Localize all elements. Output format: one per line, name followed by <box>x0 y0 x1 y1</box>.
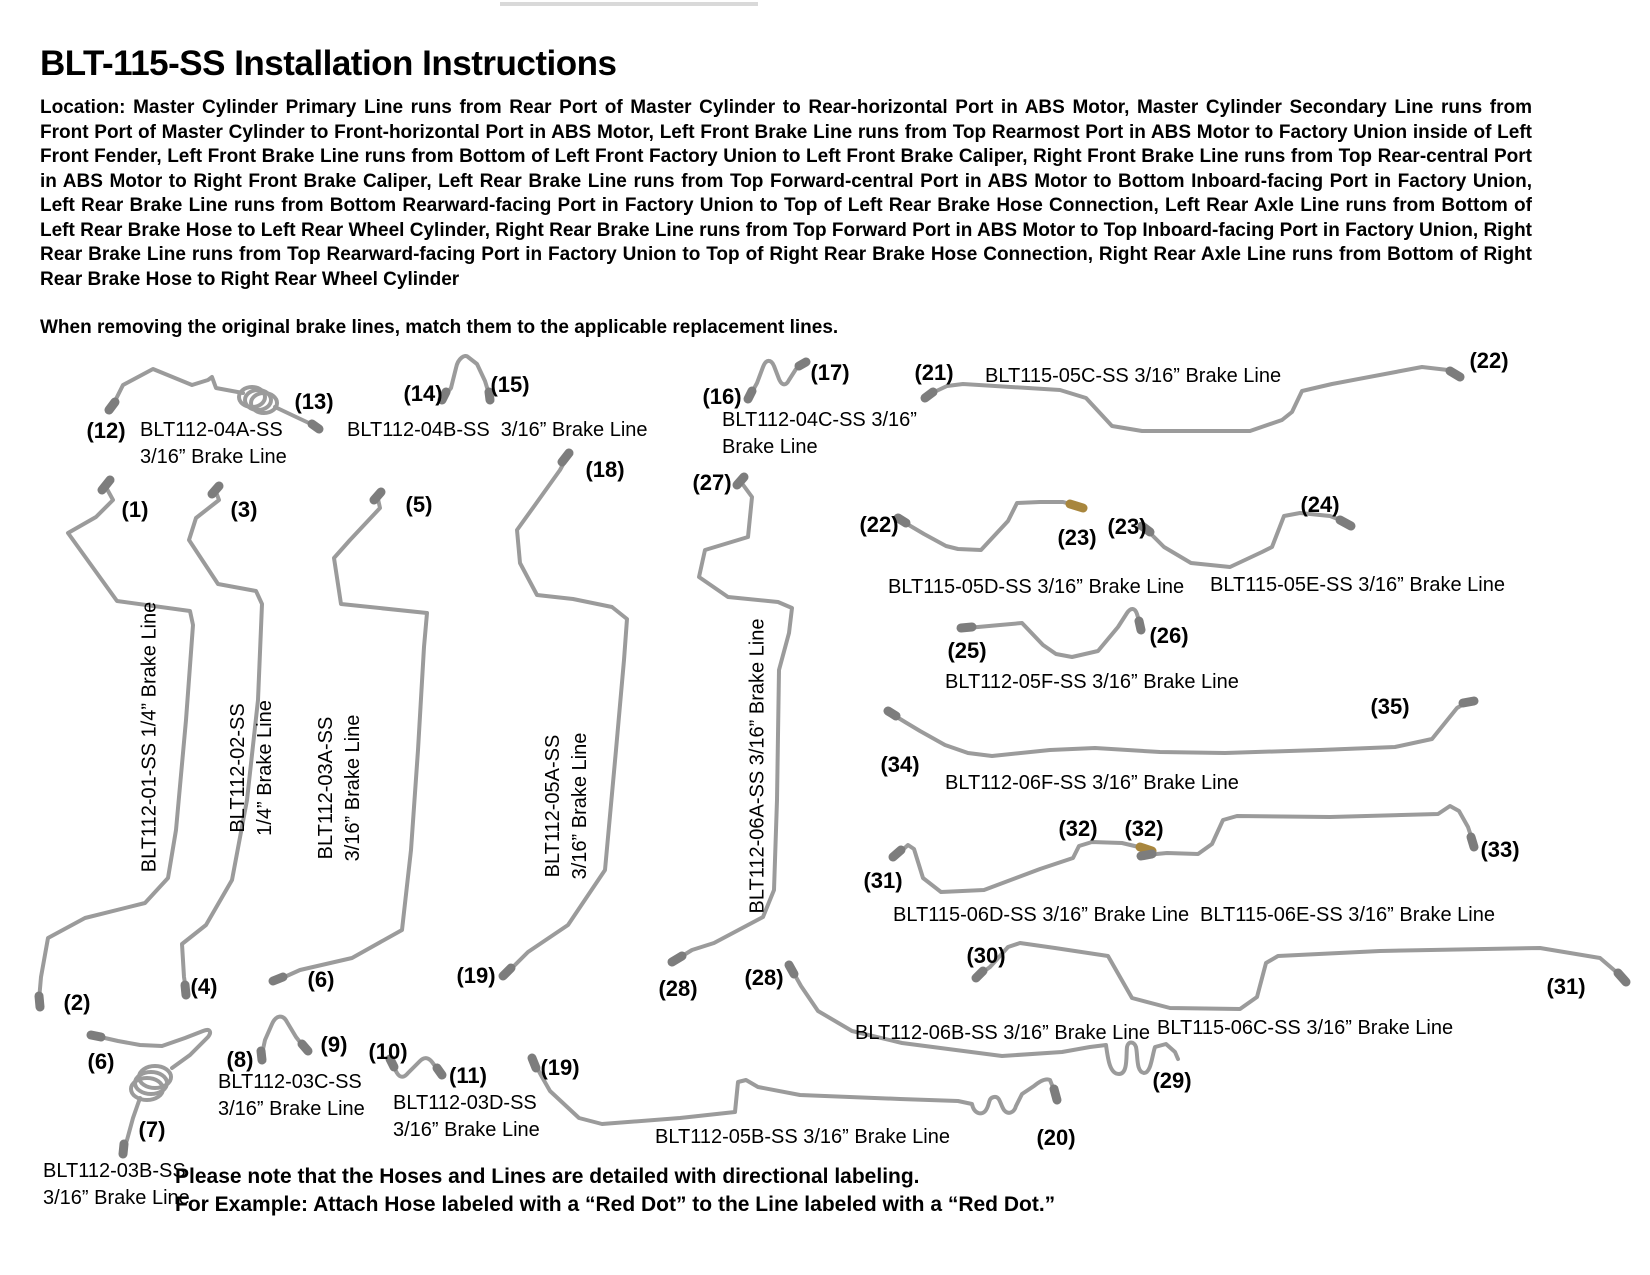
art-blt112-01-ss <box>39 480 193 1007</box>
art-blt115-06d-ss <box>893 842 1152 892</box>
callout-13: (13) <box>294 389 334 414</box>
callout-32: (32) <box>1058 816 1098 841</box>
directional-notes <box>175 1163 1055 1219</box>
page-title: BLT-115-SS Installation Instructions <box>40 44 617 83</box>
callout-1: (1) <box>121 497 149 522</box>
callout-7: (7) <box>138 1117 166 1142</box>
callout-16: (16) <box>702 384 742 409</box>
art-blt112-05f-ss <box>961 609 1141 657</box>
art-blt112-04b-ss <box>442 356 490 400</box>
callout-29: (29) <box>1152 1068 1192 1093</box>
callout-26: (26) <box>1149 623 1189 648</box>
art-blt115-05e-ss <box>1142 513 1351 567</box>
part-label: BLT112-06B-SS 3/16” Brake Line <box>855 1022 1150 1044</box>
callout-18: (18) <box>585 457 625 482</box>
art-blt112-05a-ss <box>503 453 627 976</box>
callout-15: (15) <box>490 372 530 397</box>
callout-2: (2) <box>63 990 91 1015</box>
callout-4: (4) <box>190 974 218 999</box>
art-blt112-04c-ss <box>748 361 806 399</box>
part-label: BLT112-01-SS 1/4” Brake Line <box>138 601 161 873</box>
part-label: BLT115-06C-SS 3/16” Brake Line <box>1157 1017 1454 1039</box>
callout-12: (12) <box>86 418 126 443</box>
callout-5: (5) <box>405 492 433 517</box>
part-label: BLT112-04A-SS 3/16” Brake Line <box>140 419 287 468</box>
callout-19: (19) <box>456 963 496 988</box>
part-label: BLT112-06F-SS 3/16” Brake Line <box>945 772 1239 794</box>
art-blt112-06a-ss <box>672 477 792 962</box>
callout-14: (14) <box>403 381 443 406</box>
callout-31: (31) <box>1546 974 1586 999</box>
art-blt112-05b-ss <box>532 1058 1057 1124</box>
part-label: BLT112-04C-SS 3/16” Brake Line <box>722 409 917 458</box>
part-label: BLT112-05A-SS 3/16” Brake Line <box>542 732 591 880</box>
callout-10: (10) <box>368 1039 408 1064</box>
part-label: BLT115-06E-SS 3/16” Brake Line <box>1200 904 1495 926</box>
callout-35: (35) <box>1370 694 1410 719</box>
callout-27: (27) <box>692 470 732 495</box>
part-label: BLT112-04B-SS 3/16” Brake Line <box>347 419 648 441</box>
callout-25: (25) <box>947 638 987 663</box>
callout-20: (20) <box>1036 1125 1076 1150</box>
callout-23: (23) <box>1107 514 1147 539</box>
part-label: BLT112-02-SS 1/4” Brake Line <box>227 700 276 836</box>
callout-6: (6) <box>87 1049 115 1074</box>
part-label: BLT112-06A-SS 3/16” Brake Line <box>746 618 769 914</box>
note-line-2: For Example: Attach Hose labeled with a “Red Dot” to the Line labeled with a “Red Dot.” <box>175 1193 1056 1216</box>
note-line-1: Please note that the Hoses and Lines are detailed with directional labeling. <box>175 1165 920 1188</box>
callout-22: (22) <box>1469 348 1509 373</box>
part-label: BLT112-03A-SS 3/16” Brake Line <box>315 714 364 862</box>
part-label: BLT115-05E-SS 3/16” Brake Line <box>1210 574 1505 596</box>
part-label: BLT112-03B-SS 3/16” Brake Line <box>43 1160 190 1209</box>
callout-30: (30) <box>966 943 1006 968</box>
callout-11: (11) <box>449 1063 487 1088</box>
part-label: BLT115-06D-SS 3/16” Brake Line <box>893 904 1190 926</box>
match-note: When removing the original brake lines, match them to the applicable replacement lines. <box>40 317 839 338</box>
part-label: BLT115-05D-SS 3/16” Brake Line <box>888 576 1185 598</box>
part-label: BLT112-05F-SS 3/16” Brake Line <box>945 671 1239 693</box>
callout-24: (24) <box>1300 492 1340 517</box>
callout-9: (9) <box>320 1032 348 1057</box>
callout-33: (33) <box>1480 837 1520 862</box>
callout-3: (3) <box>230 497 258 522</box>
callout-19: (19) <box>540 1055 580 1080</box>
part-label: BLT115-05C-SS 3/16” Brake Line <box>985 365 1282 387</box>
callout-22: (22) <box>859 512 899 537</box>
art-blt112-03c-ss <box>261 1017 308 1060</box>
art-blt115-06c-ss <box>976 943 1626 1009</box>
location-paragraph: Location: Master Cylinder Primary Line runs from Rear Port of Master Cylinder to Rear-horizontal Port in ABS Motor, Master Cylinder Secondary Line runs from Front Port of Master Cylinder to Front-horizontal Port in ABS Motor, Left Front Brake Line runs from Top Rearmost Port in ABS Motor to Factory Union inside of Left Front Fender, Left Front Brake Line runs from Bottom of Left Front Factory Union to Left Front Brake Caliper, Right Front Brake Line runs from Top Rear-central Port in ABS Motor to Right Front Brake Caliper, Left Rear Brake Line runs from Top Forward-central Port in ABS Motor to Bottom Inboard-facing Port in Factory Union, Left Rear Brake Line runs from Bottom Rearward-facing Port in Factory Union to Top of Left Rear Brake Hose Connection, Left Rear Axle Line runs from Bottom of Left Rear Brake Hose to Left Rear Wheel Cylinder, Right Rear Brake Line runs from Top Forward Port in ABS Motor to Top Inboard-facing Port in Factory Union, Right Rear Brake Line runs from Top Rearward-facing Port in Factory Union to Top of Right Rear Brake Hose Connection, Right Rear Axle Line runs from Bottom of Right Rear Brake Hose to Right Rear Wheel Cylinder <box>40 97 1532 290</box>
callout-28: (28) <box>744 965 784 990</box>
callout-23: (23) <box>1057 525 1097 550</box>
callout-32: (32) <box>1124 816 1164 841</box>
callout-8: (8) <box>226 1047 254 1072</box>
art-blt115-06e-ss <box>1141 806 1474 856</box>
callout-31: (31) <box>863 868 903 893</box>
callout-6: (6) <box>307 967 335 992</box>
part-label: BLT112-03D-SS 3/16” Brake Line <box>393 1092 540 1141</box>
callout-34: (34) <box>880 752 920 777</box>
callout-28: (28) <box>658 976 698 1001</box>
art-blt115-05d-ss <box>898 502 1083 550</box>
callout-21: (21) <box>914 360 954 385</box>
part-label: BLT112-03C-SS 3/16” Brake Line <box>218 1071 365 1120</box>
part-label: BLT112-05B-SS 3/16” Brake Line <box>655 1126 950 1148</box>
callout-17: (17) <box>810 360 850 385</box>
